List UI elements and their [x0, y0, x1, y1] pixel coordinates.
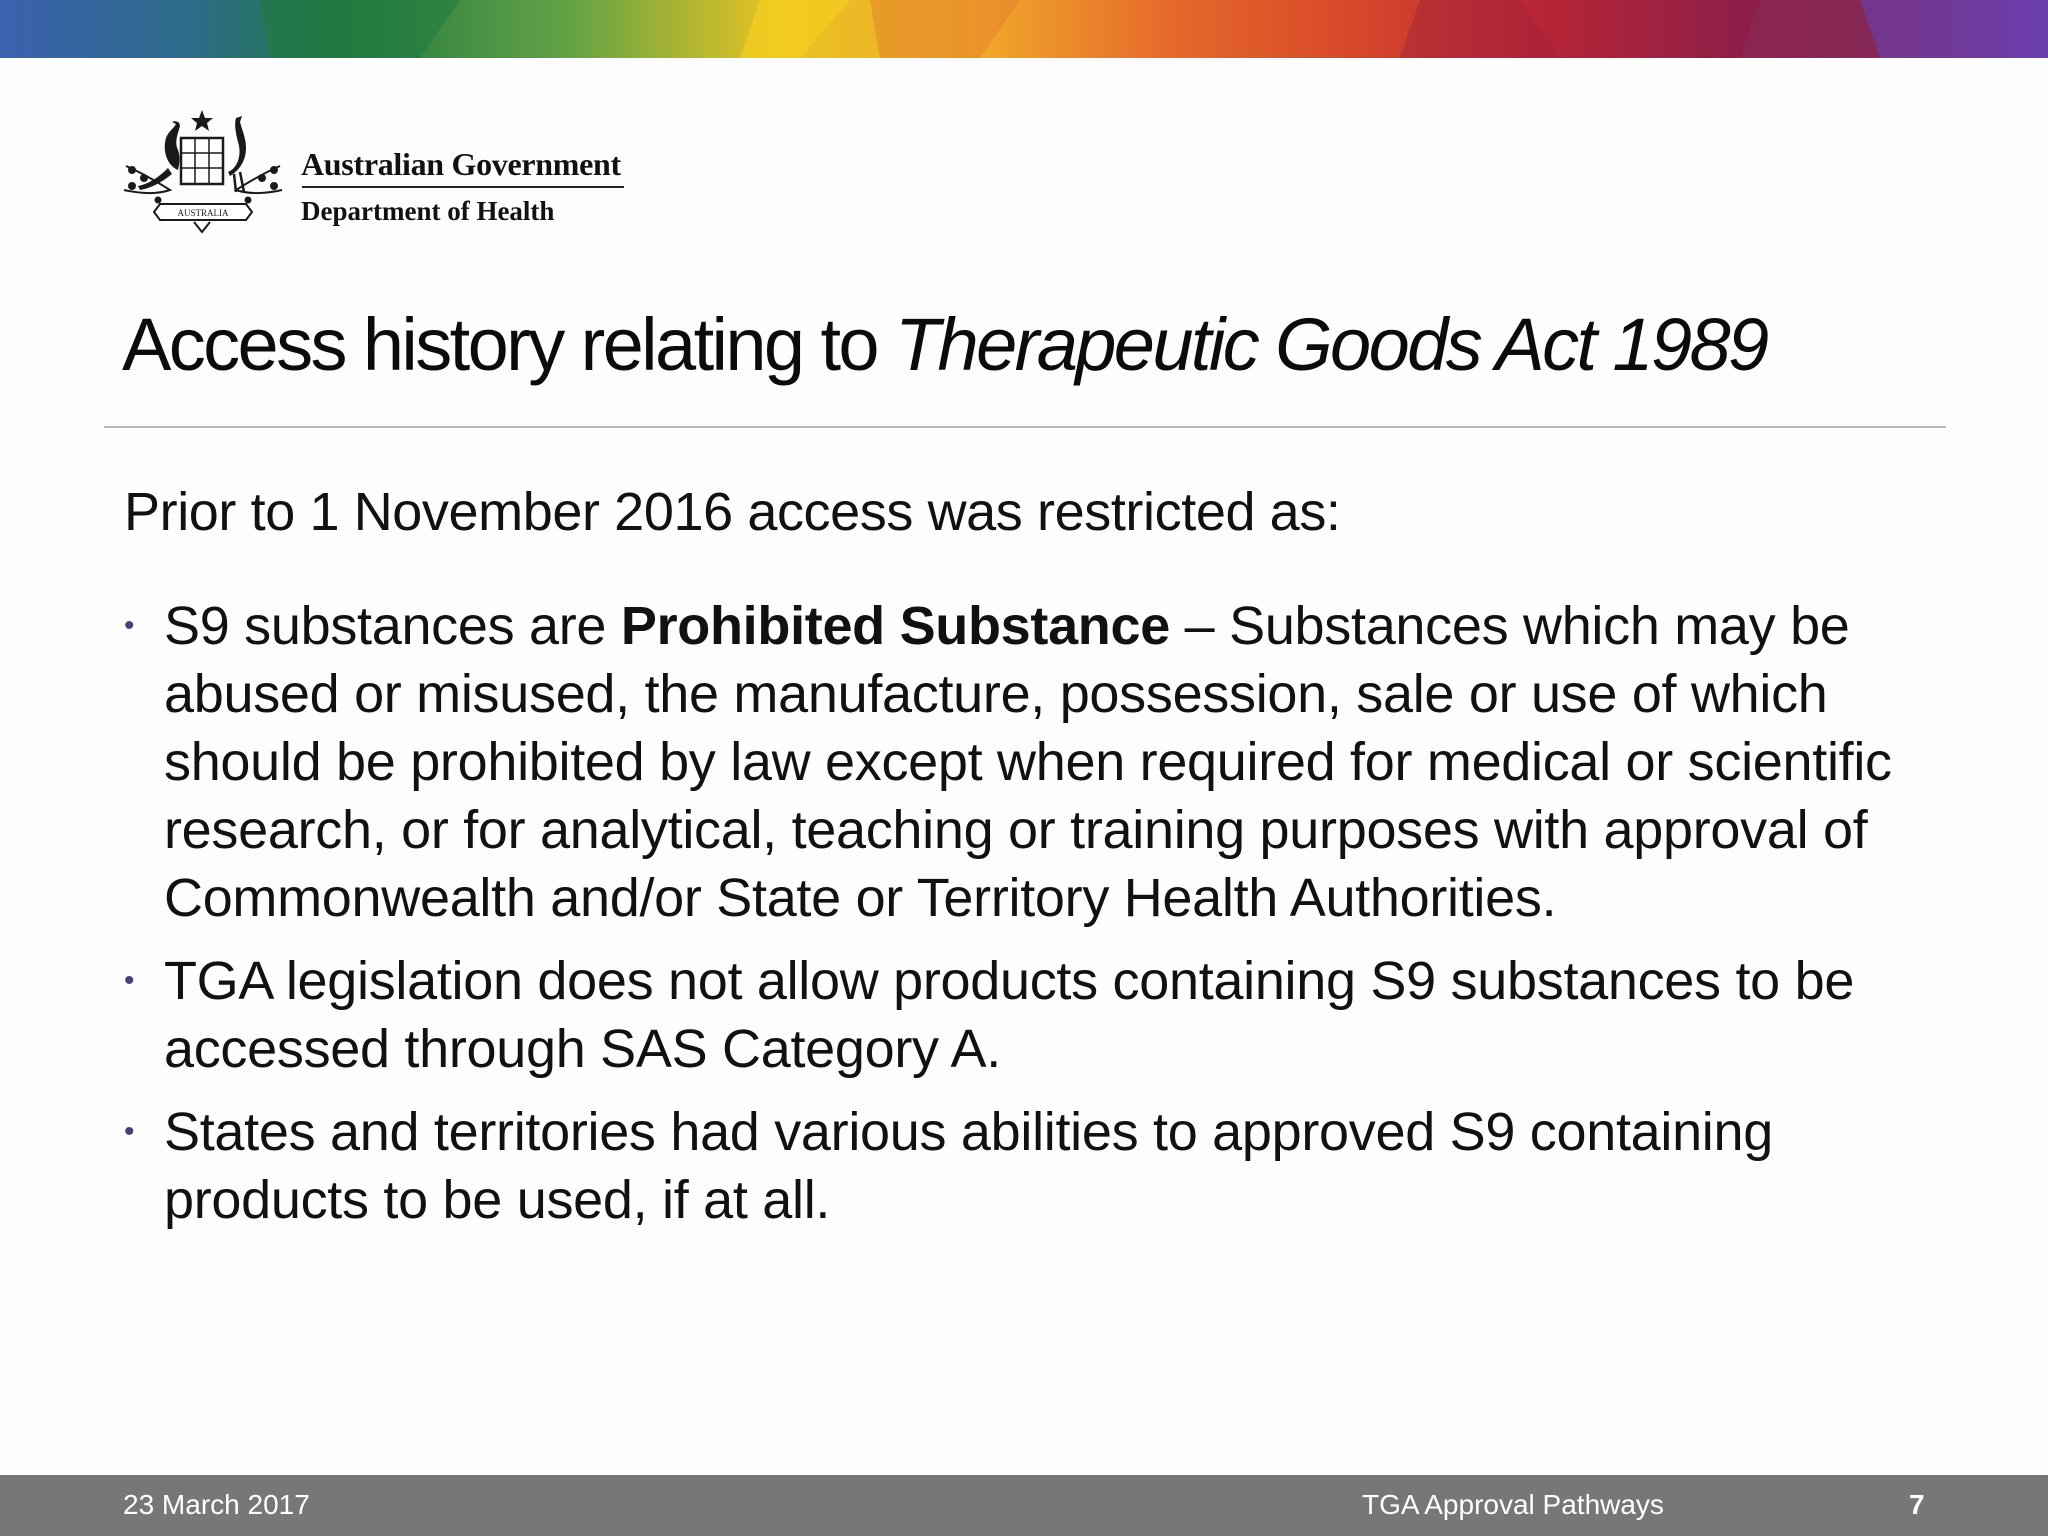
bullet-marker: • — [124, 1115, 135, 1148]
bullet-item — [122, 592, 1922, 932]
bullet-emphasis: Prohibited Substance — [620, 596, 1170, 656]
organisation-name: Australian Government — [301, 146, 621, 182]
government-logo — [118, 108, 638, 238]
bullet-marker: • — [124, 964, 135, 997]
bullet-text: TGA legislation does not allow products containing S9 substances to be accessed through SAS Category A. — [164, 951, 1855, 1079]
slide-title — [122, 302, 1767, 387]
slide-footer — [0, 1475, 2048, 1536]
bullet-marker: • — [124, 609, 135, 642]
banner-graphic — [0, 0, 2048, 58]
color-banner — [0, 0, 2048, 58]
footer-date: 23 March 2017 — [123, 1489, 310, 1520]
crest-scroll-text: AUSTRALIA — [177, 208, 229, 218]
page-number: 7 — [1909, 1489, 1925, 1520]
title-divider — [104, 426, 1946, 428]
bullet-text-lead: S9 substances are — [164, 596, 621, 656]
bullet-text: States and territories had various abilities to approved S9 containing products to be used, if at all. — [164, 1102, 1773, 1230]
bullet-item — [122, 1098, 1922, 1234]
bullet-text — [164, 592, 1922, 932]
bullet-text-rest: – Substances which may be abused or misused, the manufacture, possession, sale or use of which should be prohibited by law except when required for medical or scientific research, or for analytical, teaching or training purposes with approval of Commonwealth and/or State or Territory Health Authorities. — [164, 596, 1892, 928]
title-act-name: Therapeutic Goods Act 1989 — [894, 303, 1767, 386]
bullet-item — [122, 947, 1922, 1083]
title-text: Access history relating to — [122, 303, 895, 386]
department-name: Department of Health — [301, 196, 555, 226]
footer-title: TGA Approval Pathways — [1362, 1489, 1664, 1520]
coat-of-arms-icon — [118, 108, 288, 236]
bullet-list — [122, 592, 1922, 1249]
logo-divider — [302, 186, 624, 188]
intro-text: Prior to 1 November 2016 access was restricted as: — [124, 482, 1341, 542]
